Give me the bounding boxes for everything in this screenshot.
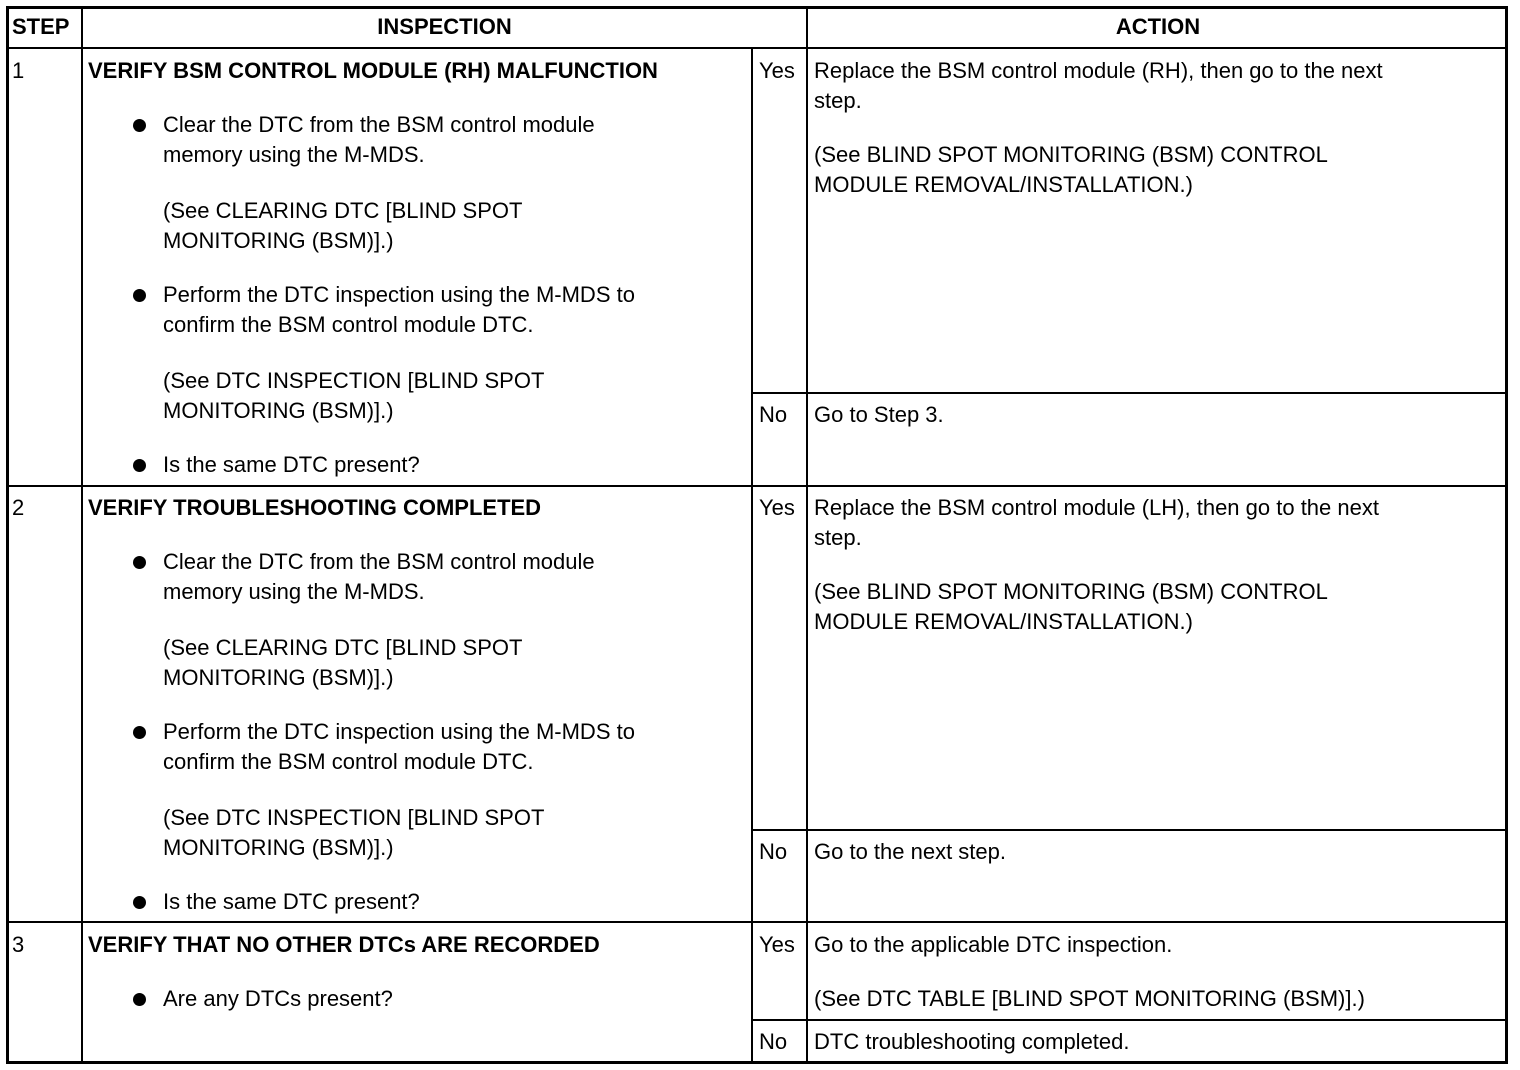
row1-bullet-3-line-1: Is the same DTC present? [163,452,420,477]
row1-step-number: 1 [12,58,25,83]
row1-bullet-icon-2 [133,289,146,302]
row3-title: VERIFY THAT NO OTHER DTCs ARE RECORDED [88,932,600,957]
row3-bullet-icon-1 [133,993,146,1006]
row1-ref-1-line-1: (See CLEARING DTC [BLIND SPOT [163,198,523,223]
row1-yes-label: Yes [759,58,795,83]
row2-yes-label: Yes [759,495,795,520]
row2-yes-action-line-4: MODULE REMOVAL/INSTALLATION.) [814,609,1193,634]
row2-bullet-1-line-2: memory using the M-MDS. [163,579,425,604]
row2-bullet-icon-3 [133,896,146,909]
header-inspection: INSPECTION [377,14,512,39]
row2-no-action: Go to the next step. [814,839,1007,864]
header-step: STEP [12,14,70,39]
row3-bullet-1-line-1: Are any DTCs present? [163,986,393,1011]
row2-yes-action-line-3: (See BLIND SPOT MONITORING (BSM) CONTROL [814,579,1328,604]
row1-no-action: Go to Step 3. [814,402,944,427]
row2-yes-action-line-1: Replace the BSM control module (LH), then go to the next [814,495,1379,520]
row1-title: VERIFY BSM CONTROL MODULE (RH) MALFUNCTION [88,58,658,83]
row1-bullet-1-line-2: memory using the M-MDS. [163,142,425,167]
header-divider [6,47,1508,49]
row1-bullet-2-line-2: confirm the BSM control module DTC. [163,312,534,337]
row3-yes-action-line-2: (See DTC TABLE [BLIND SPOT MONITORING (BSM)].) [814,986,1365,1011]
row-divider-1-2 [6,485,1508,487]
row2-yes-action-line-2: step. [814,525,862,550]
row3-yes-action-line-1: Go to the applicable DTC inspection. [814,932,1173,957]
row1-yes-action-line-4: MODULE REMOVAL/INSTALLATION.) [814,172,1193,197]
row2-ref-1-line-1: (See CLEARING DTC [BLIND SPOT [163,635,523,660]
row3-step-number: 3 [12,932,25,957]
row1-bullet-icon-3 [133,459,146,472]
row1-ref-2-line-1: (See DTC INSPECTION [BLIND SPOT [163,368,545,393]
row3-yes-no-divider [751,1019,1508,1021]
row-divider-2-3 [6,921,1508,923]
row3-no-label: No [759,1029,788,1054]
row3-yes-label: Yes [759,932,795,957]
row2-ref-2-line-1: (See DTC INSPECTION [BLIND SPOT [163,805,545,830]
row2-bullet-icon-1 [133,556,146,569]
col-divider-action [806,6,808,1064]
row1-yes-action-line-1: Replace the BSM control module (RH), then go to the next [814,58,1383,83]
col-divider-result [751,48,753,1064]
header-action: ACTION [1115,14,1201,39]
row2-ref-2-line-2: MONITORING (BSM)].) [163,835,394,860]
row2-yes-no-divider [751,829,1508,831]
row1-yes-action-line-2: step. [814,88,862,113]
row2-no-label: No [759,839,788,864]
col-divider-step [81,6,83,1064]
row1-yes-no-divider [751,392,1508,394]
row1-ref-2-line-2: MONITORING (BSM)].) [163,398,394,423]
row2-bullet-2-line-2: confirm the BSM control module DTC. [163,749,534,774]
row1-bullet-2-line-1: Perform the DTC inspection using the M-MDS to [163,282,635,307]
row2-step-number: 2 [12,495,25,520]
row1-no-label: No [759,402,788,427]
row1-bullet-icon-1 [133,119,146,132]
row2-bullet-icon-2 [133,726,146,739]
row1-bullet-1-line-1: Clear the DTC from the BSM control module [163,112,595,137]
row1-yes-action-line-3: (See BLIND SPOT MONITORING (BSM) CONTROL [814,142,1328,167]
row2-ref-1-line-2: MONITORING (BSM)].) [163,665,394,690]
row2-bullet-2-line-1: Perform the DTC inspection using the M-MDS to [163,719,635,744]
row1-ref-1-line-2: MONITORING (BSM)].) [163,228,394,253]
row2-title: VERIFY TROUBLESHOOTING COMPLETED [88,495,542,520]
row2-bullet-3-line-1: Is the same DTC present? [163,889,420,914]
row2-bullet-1-line-1: Clear the DTC from the BSM control module [163,549,595,574]
row3-no-action: DTC troubleshooting completed. [814,1029,1130,1054]
